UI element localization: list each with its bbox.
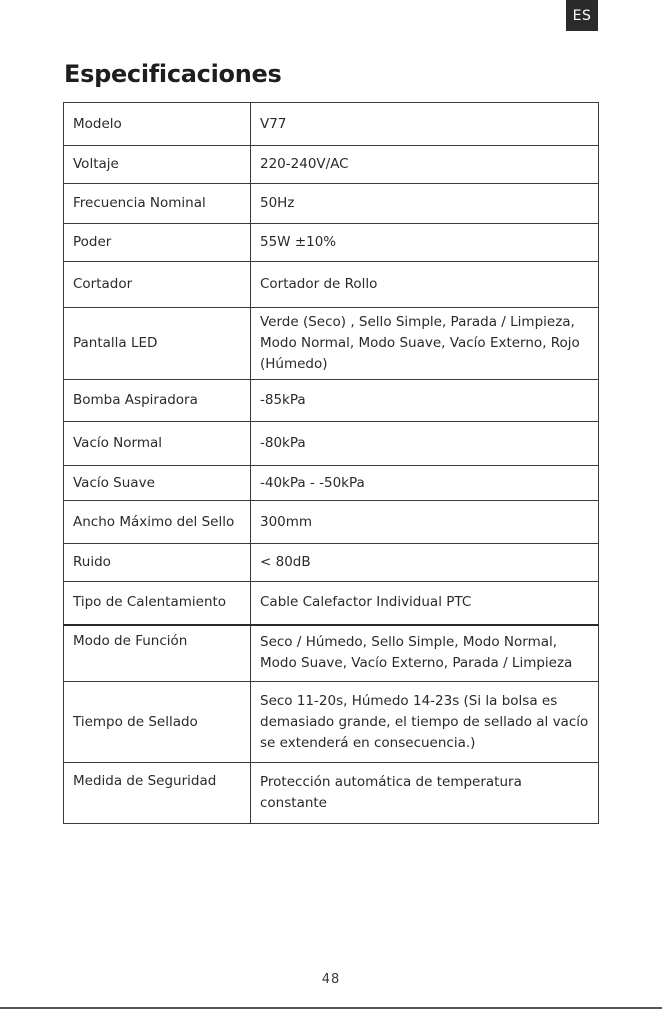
specifications-table — [63, 102, 599, 824]
table-row — [64, 763, 599, 824]
spec-label: Cortador — [64, 262, 251, 308]
spec-value: Verde (Seco) , Sello Simple, Parada / Limpieza, Modo Normal, Modo Suave, Vacío Externo, Rojo (Húmedo) — [251, 308, 599, 380]
spec-value: Seco 11-20s, Húmedo 14-23s (Si la bolsa es demasiado grande, el tiempo de sellado al vacío se extenderá en consecuencia.) — [251, 682, 599, 763]
spec-label: Medida de Seguridad — [64, 763, 251, 824]
table-row — [64, 682, 599, 763]
table-row — [64, 625, 599, 682]
table-row — [64, 103, 599, 146]
spec-value: 220-240V/AC — [251, 146, 599, 184]
spec-label: Tipo de Calentamiento — [64, 582, 251, 625]
spec-value: -85kPa — [251, 380, 599, 422]
table-row — [64, 422, 599, 466]
spec-label: Poder — [64, 224, 251, 262]
table-row — [64, 224, 599, 262]
spec-value: -80kPa — [251, 422, 599, 466]
spec-value: Cable Calefactor Individual PTC — [251, 582, 599, 625]
spec-value: < 80dB — [251, 544, 599, 582]
spec-value: V77 — [251, 103, 599, 146]
spec-value: Seco / Húmedo, Sello Simple, Modo Normal, Modo Suave, Vacío Externo, Parada / Limpieza — [251, 625, 599, 682]
table-row — [64, 582, 599, 625]
page-title: Especificaciones — [64, 60, 282, 88]
language-badge: ES — [566, 0, 598, 31]
spec-label: Ancho Máximo del Sello — [64, 501, 251, 544]
table-row — [64, 380, 599, 422]
table-row — [64, 308, 599, 380]
spec-value: -40kPa - -50kPa — [251, 466, 599, 501]
spec-value: 300mm — [251, 501, 599, 544]
page-number: 48 — [321, 972, 341, 987]
spec-label: Bomba Aspiradora — [64, 380, 251, 422]
spec-value: 50Hz — [251, 184, 599, 224]
spec-label: Modelo — [64, 103, 251, 146]
table-row — [64, 466, 599, 501]
table-row — [64, 262, 599, 308]
spec-label: Vacío Suave — [64, 466, 251, 501]
spec-label: Vacío Normal — [64, 422, 251, 466]
table-row — [64, 501, 599, 544]
spec-label: Modo de Función — [64, 625, 251, 682]
table-row — [64, 184, 599, 224]
table-row — [64, 544, 599, 582]
table-row — [64, 146, 599, 184]
spec-value: Protección automática de temperatura constante — [251, 763, 599, 824]
spec-label: Ruido — [64, 544, 251, 582]
spec-label: Tiempo de Sellado — [64, 682, 251, 763]
spec-value: Cortador de Rollo — [251, 262, 599, 308]
spec-label: Pantalla LED — [64, 308, 251, 380]
spec-value: 55W ±10% — [251, 224, 599, 262]
spec-label: Frecuencia Nominal — [64, 184, 251, 224]
spec-label: Voltaje — [64, 146, 251, 184]
